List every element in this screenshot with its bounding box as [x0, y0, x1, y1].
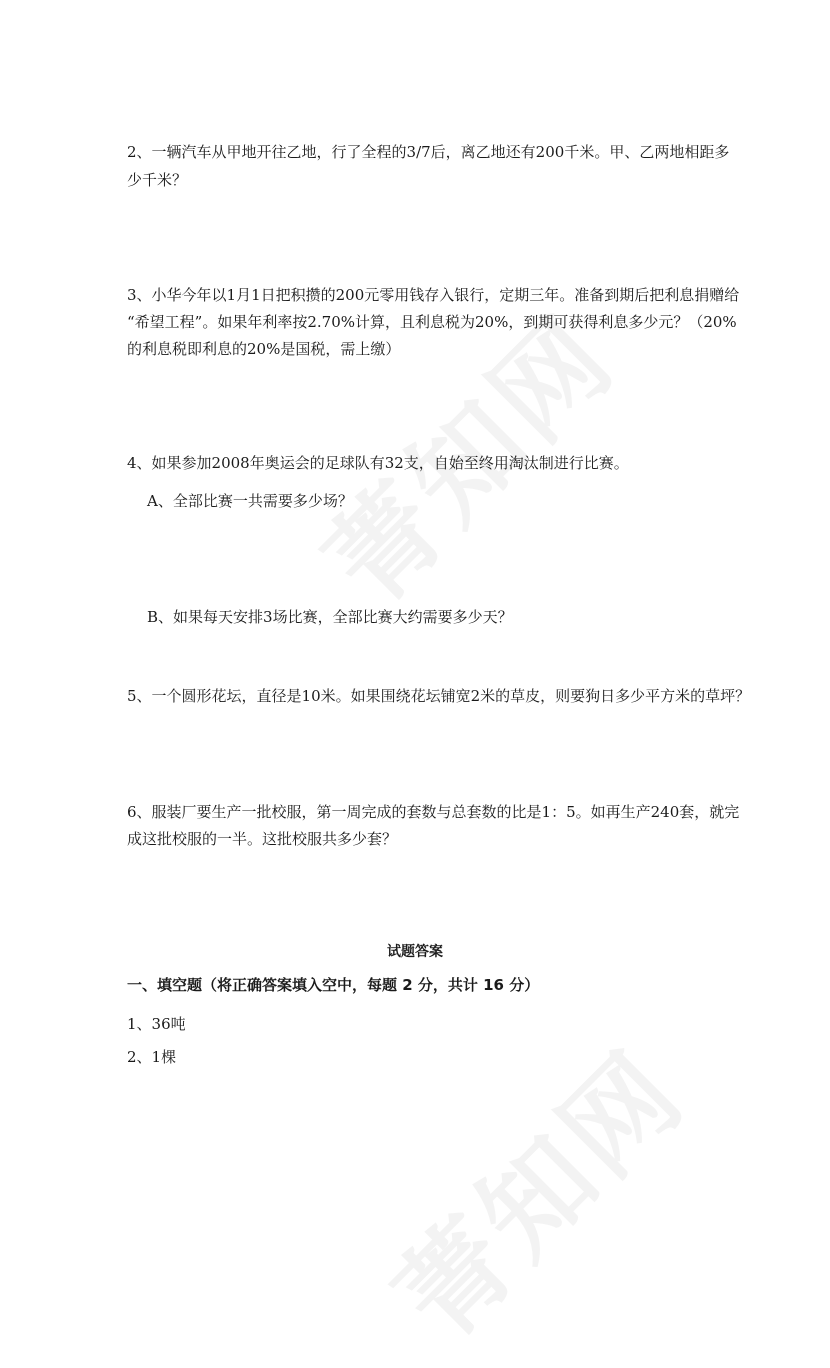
question-6-line-2: 成这批校服的一半。这批校服共多少套？	[127, 830, 398, 848]
question-3-line-2: “希望工程”。如果年利率按2.70%计算，且利息税为20%，到期可获得利息多少元？（20%	[127, 313, 737, 331]
question-4-sub-a: A、全部比赛一共需要多少场？	[147, 492, 353, 510]
answers-title: 试题答案	[387, 944, 443, 960]
question-6-line-1: 6、服装厂要生产一批校服，第一周完成的套数与总套数的比是1：5。如再生产240套，就完	[127, 803, 740, 821]
question-4-line-1: 4、如果参加2008年奥运会的足球队有32支，自始至终用淘汰制进行比赛。	[127, 454, 629, 472]
question-2-line-2: 少千米？	[127, 171, 188, 189]
question-4-sub-b: B、如果每天安排3场比赛，全部比赛大约需要多少天？	[147, 608, 513, 626]
question-3-line-3: 的利息税即利息的20%是国税，需上缴）	[127, 340, 401, 358]
question-5-line-1: 5、一个圆形花坛，直径是10米。如果围绕花坛铺宽2米的草皮，则要狗日多少平方米的草坪？	[127, 687, 751, 705]
answers-section-1-heading: 一、填空题（将正确答案填入空中，每题 2 分，共计 16 分）	[127, 976, 540, 994]
question-3-line-1: 3、小华今年以1月1日把积攒的200元零用钱存入银行，定期三年。准备到期后把利息捐赠给	[127, 286, 740, 304]
watermark	[355, 1010, 713, 1368]
question-2-line-1: 2、一辆汽车从甲地开往乙地，行了全程的3/7后，离乙地还有200千米。甲、乙两地相距多	[127, 143, 730, 161]
answer-item-1: 1、36吨	[127, 1015, 186, 1033]
answer-item-2: 2、1棵	[127, 1048, 177, 1066]
